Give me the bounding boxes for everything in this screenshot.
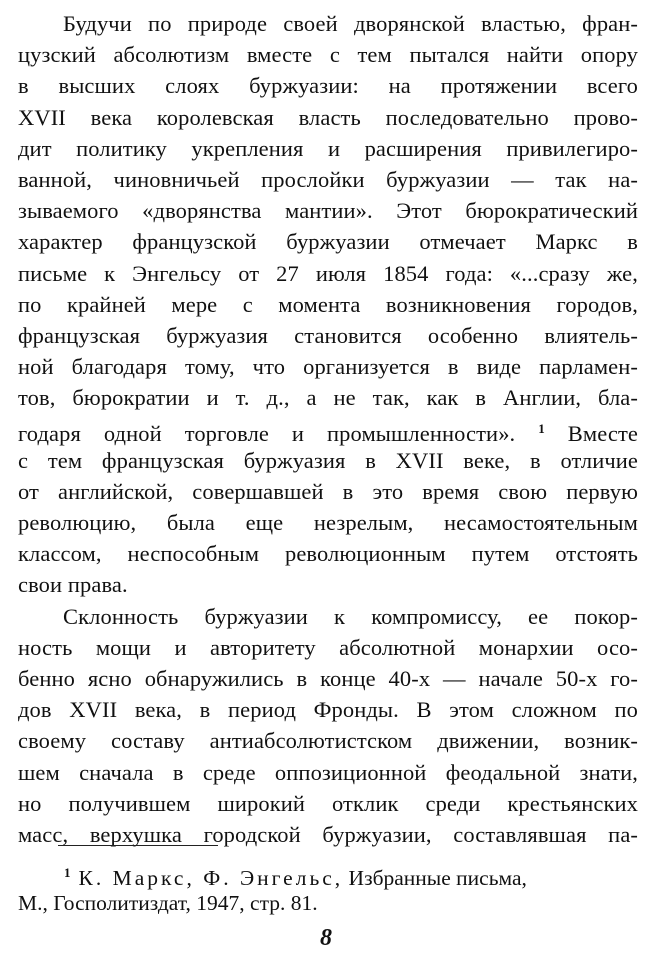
- text-line: свои права.: [18, 572, 128, 598]
- text-line: зываемого «дворянства мантии». Этот бюрократический: [18, 198, 638, 224]
- text-line: с тем французская буржуазия в XVII веке, в отличие: [18, 447, 638, 473]
- text-line: по крайней мере с момента возникновения городов,: [18, 291, 638, 317]
- text-line: XVII века королевская власть последовательно прово-: [18, 104, 638, 130]
- text-line: масс, верхушка городской буржуазии, составлявшая па-: [18, 821, 638, 847]
- text-line: своему составу антиабсолютистском движении, возник-: [18, 728, 638, 754]
- footnote-divider: [58, 845, 218, 846]
- text-line: дит политику укрепления и расширения привилегиро-: [18, 135, 638, 161]
- text-line: письме к Энгельсу от 27 июля 1854 года: «...сразу же,: [18, 260, 638, 286]
- text-line: Склонность буржуазии к компромиссу, ее покор-: [63, 603, 638, 629]
- text-line: цузский абсолютизм вместе с тем пытался найти опору: [18, 42, 638, 68]
- text-line: бенно ясно обнаружились в конце 40-х — начале 50-х го-: [18, 665, 638, 691]
- text-line: в высших слоях буржуазии: на протяжении всего: [18, 73, 638, 99]
- text-line: характер французской буржуазии отмечает Маркс в: [18, 229, 638, 255]
- footnote-reference[interactable]: 1: [538, 421, 545, 437]
- text-line: Будучи по природе своей дворянской властью, фран-: [63, 11, 638, 36]
- footnote: [18, 858, 638, 918]
- footnote-title: Избранные письма,: [348, 866, 527, 890]
- footnote-line: М., Госполитиздат, 1947, стр. 81.: [18, 891, 318, 915]
- footnote-authors: К. Маркс, Ф. Энгельс,: [78, 866, 344, 890]
- text-line: дов XVII века, в период Фронды. В этом сложном по: [18, 697, 638, 723]
- text-line-with-footnote-ref: [18, 413, 638, 447]
- main-text: [18, 8, 638, 850]
- page-number: 8: [320, 925, 332, 951]
- text-line: ванной, чиновничьей прослойки буржуазии — так на-: [18, 166, 638, 192]
- text-line: французская буржуазия становится особенно влиятель-: [18, 322, 638, 348]
- text-line: ность мощи и авторитету абсолютной монархии осо-: [18, 634, 638, 660]
- text-line: но получившем широкий отклик среди крестьянских: [18, 790, 638, 816]
- text-line: шем сначала в среде оппозиционной феодальной знати,: [18, 759, 638, 785]
- text-line: революцию, была еще незрелым, несамостоятельным: [18, 510, 638, 535]
- text-line: классом, неспособным революционным путем отстоять: [18, 541, 638, 567]
- text-line: ной благодаря тому, что организуется в виде парламен-: [18, 354, 638, 380]
- text-line: от английской, совершавшей в это время свою первую: [18, 478, 638, 504]
- footnote-line: [18, 858, 638, 888]
- text-segment: годаря одной торговле и промышленности».: [18, 421, 516, 447]
- text-line: тов, бюрократии и т. д., а не так, как в Англии, бла-: [18, 385, 638, 411]
- footnote-marker: 1: [64, 865, 71, 880]
- text-segment: Вместе: [567, 421, 638, 447]
